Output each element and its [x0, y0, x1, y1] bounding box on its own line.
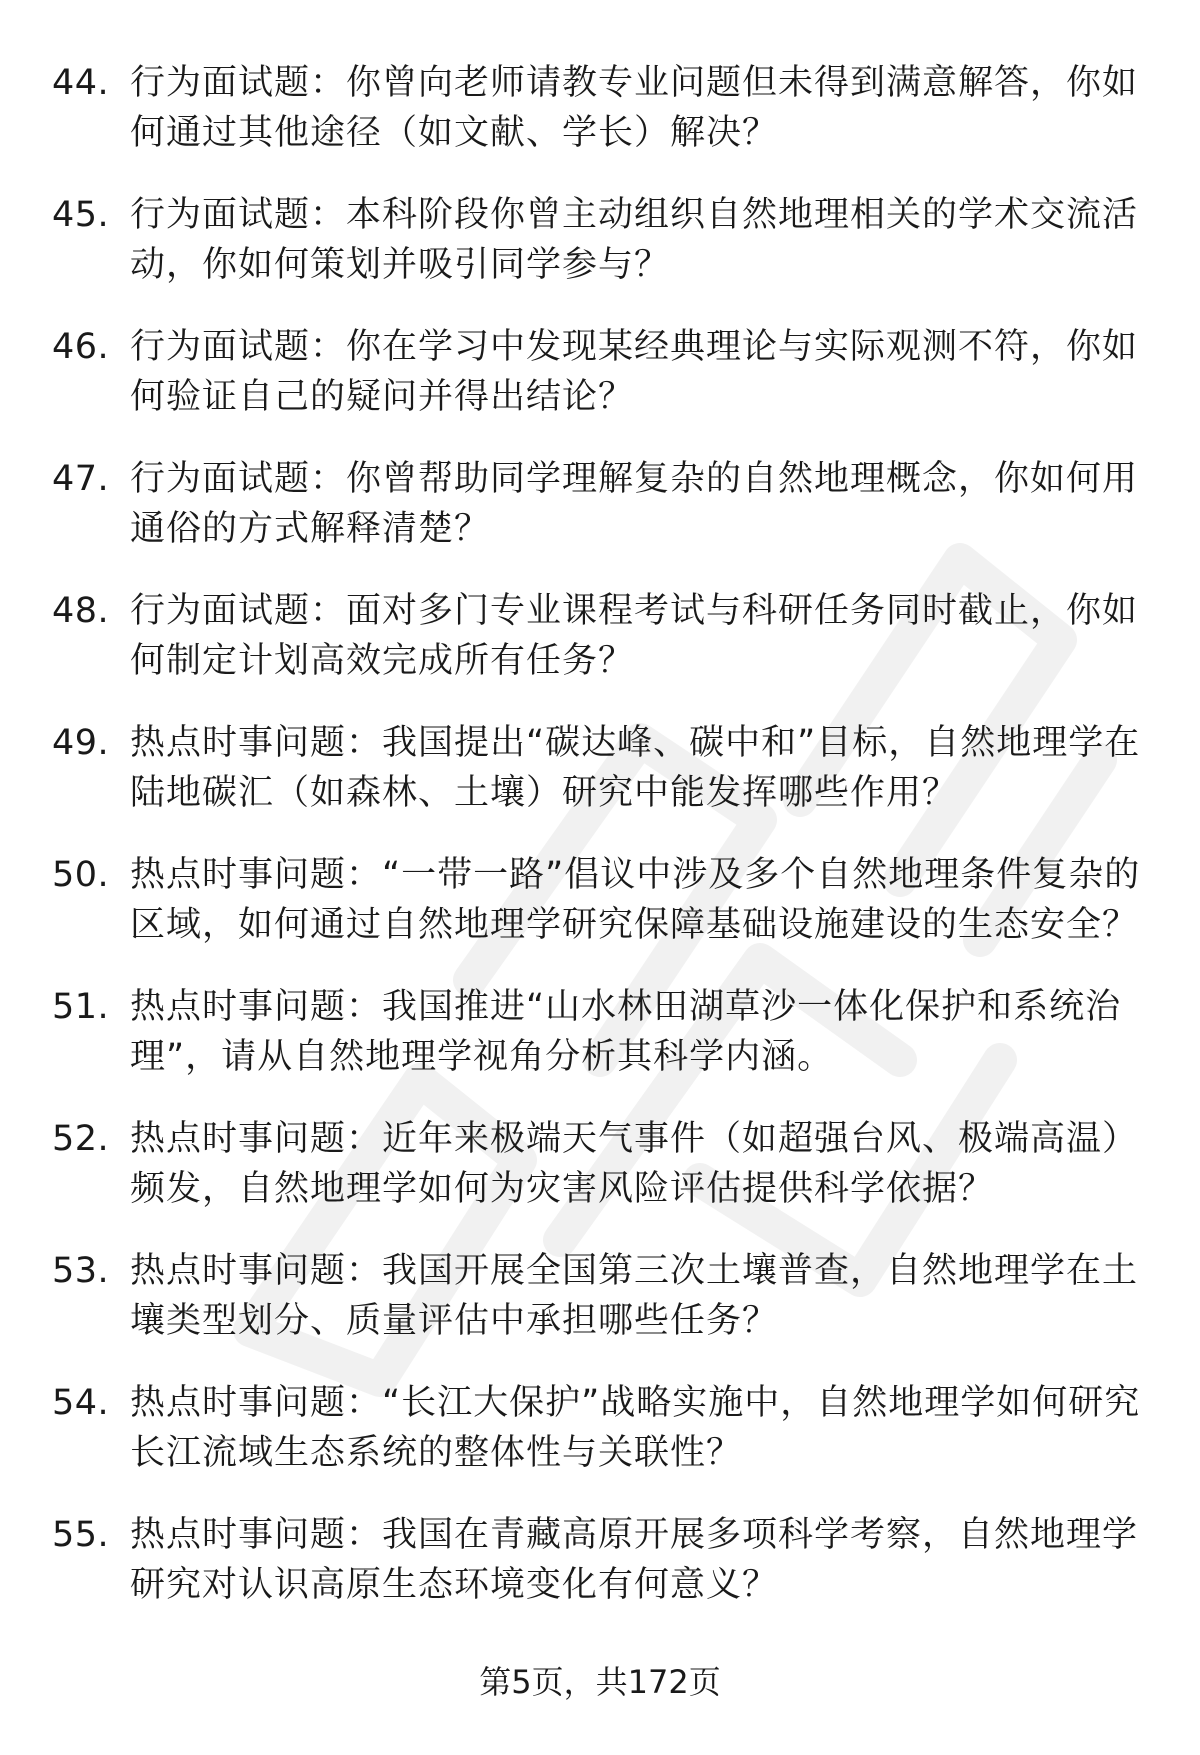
question-text: 热点时事问题：我国推进“山水林田湖草沙一体化保护和系统治理”，请从自然地理学视角分析其科学内涵。: [130, 987, 1122, 1077]
question-text: 热点时事问题：“长江大保护”战略实施中，自然地理学如何研究长江流域生态系统的整体性与关联性？: [130, 1383, 1141, 1473]
question-number: 48.: [52, 591, 110, 631]
question-list: [52, 58, 1152, 1642]
question-item: [52, 982, 1152, 1082]
question-text: 热点时事问题：近年来极端天气事件（如超强台风、极端高温）频发，自然地理学如何为灾害风险评估提供科学依据？: [130, 1119, 1139, 1209]
question-item: [52, 1378, 1152, 1478]
question-item: [52, 454, 1152, 554]
question-number: 51.: [52, 987, 110, 1027]
question-number: 44.: [52, 63, 110, 103]
question-text: 行为面试题：你曾向老师请教专业问题但未得到满意解答，你如何通过其他途径（如文献、学长）解决？: [130, 63, 1139, 153]
question-number: 55.: [52, 1515, 110, 1555]
question-text: 行为面试题：你曾帮助同学理解复杂的自然地理概念，你如何用通俗的方式解释清楚？: [130, 459, 1139, 549]
question-text: 热点时事问题：我国开展全国第三次土壤普查，自然地理学在土壤类型划分、质量评估中承担哪些任务？: [130, 1251, 1139, 1341]
question-text: 热点时事问题：我国在青藏高原开展多项科学考察，自然地理学研究对认识高原生态环境变化有何意义？: [130, 1515, 1139, 1605]
question-item: [52, 322, 1152, 422]
page-footer: [0, 1660, 1200, 1704]
question-number: 47.: [52, 459, 110, 499]
question-item: [52, 190, 1152, 290]
question-number: 50.: [52, 855, 110, 895]
page-number-label: 第5页，共172页: [479, 1663, 721, 1701]
question-number: 52.: [52, 1119, 110, 1159]
question-item: [52, 1246, 1152, 1346]
question-number: 54.: [52, 1383, 110, 1423]
question-text: 行为面试题：你在学习中发现某经典理论与实际观测不符，你如何验证自己的疑问并得出结论？: [130, 327, 1139, 417]
question-item: [52, 58, 1152, 158]
question-text: 行为面试题：面对多门专业课程考试与科研任务同时截止，你如何制定计划高效完成所有任务？: [130, 591, 1139, 681]
question-item: [52, 718, 1152, 818]
question-number: 46.: [52, 327, 110, 367]
question-text: 行为面试题：本科阶段你曾主动组织自然地理相关的学术交流活动，你如何策划并吸引同学参与？: [130, 195, 1139, 285]
question-item: [52, 1510, 1152, 1610]
question-text: 热点时事问题：“一带一路”倡议中涉及多个自然地理条件复杂的区域，如何通过自然地理学研究保障基础设施建设的生态安全？: [130, 855, 1141, 945]
question-text: 热点时事问题：我国提出“碳达峰、碳中和”目标，自然地理学在陆地碳汇（如森林、土壤）研究中能发挥哪些作用？: [130, 723, 1141, 813]
question-item: [52, 1114, 1152, 1214]
question-number: 49.: [52, 723, 110, 763]
question-number: 45.: [52, 195, 110, 235]
question-item: [52, 586, 1152, 686]
question-number: 53.: [52, 1251, 110, 1291]
question-item: [52, 850, 1152, 950]
